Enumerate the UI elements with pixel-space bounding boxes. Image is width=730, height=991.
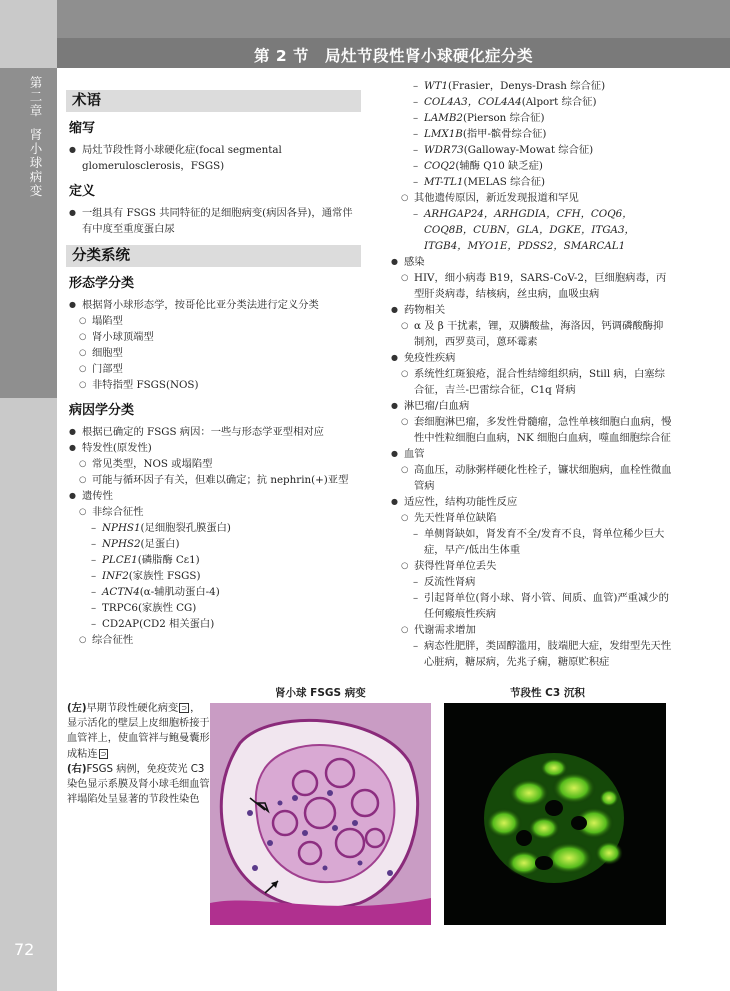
gene-item: – TRPC6(家族性 CG)	[66, 600, 361, 616]
list-item: ○ 系统性红斑狼疮，混合性结缔组织病，Still 病，白塞综合征，吉兰-巴雷综合征，C1q 肾病	[388, 366, 673, 398]
class-heading: 分类系统	[66, 245, 361, 267]
list-item: ● 感染	[388, 254, 673, 270]
list-item: ○ α 及 β 干扰素，锂，双膦酸盐，海洛因，钙调磷酸酶抑制剂，西罗莫司，蒽环霉素	[388, 318, 673, 350]
list-item: ○ 高血压，动脉粥样硬化性栓子，镰状细胞病，血栓性微血管病	[388, 462, 673, 494]
gene-list: – ARHGAP24，ARHGDIA，CFH，COQ6，COQ8B，CUBN，GLA，DGKE，ITGA3，ITGB4，MYO1E，PDSS2，SMARCAL1	[388, 206, 673, 254]
list-item: ○ 综合征性	[66, 632, 361, 648]
gene-item: – NPHS2(足蛋白)	[66, 536, 361, 552]
left-column	[66, 90, 361, 648]
topic-char: 小	[29, 141, 43, 156]
gene-item: – PLCE1(磷脂酶 Cε1)	[66, 552, 361, 568]
list-item: ○ 套细胞淋巴瘤，多发性骨髓瘤，急性单核细胞白血病，慢性中性粒细胞白血病，NK 细胞白血病，噬血细胞综合征	[388, 414, 673, 446]
topic-char: 病	[29, 169, 43, 184]
list-item: ○ 常见类型，NOS 或塌陷型	[66, 456, 361, 472]
list-item: ○ 获得性肾单位丢失	[388, 558, 673, 574]
list-item: ● 适应性，结构功能性反应	[388, 494, 673, 510]
topic-char: 肾	[29, 127, 43, 142]
list-item: – 引起肾单位(肾小球、肾小管、间质、血管)严重减少的任何瘢痕性疾病	[388, 590, 673, 622]
list-item: ○ 塌陷型	[66, 313, 361, 329]
gene-item: – NPHS1(足细胞裂孔膜蛋白)	[66, 520, 361, 536]
list-item: ○ 肾小球顶端型	[66, 329, 361, 345]
list-item: – 病态性肥胖，类固醇滥用，肢端肥大症，发绀型先天性心脏病，糖尿病，先兆子痫，糖原贮积症	[388, 638, 673, 670]
list-item: ● 遗传性	[66, 488, 361, 504]
def-heading: 定义	[69, 184, 96, 199]
topic-char: 变	[29, 183, 43, 198]
etio-heading: 病因学分类	[69, 403, 135, 418]
chapter-char: 章	[29, 103, 43, 118]
chapter-tab-text	[27, 76, 45, 198]
list-item: ● 免疫性疾病	[388, 350, 673, 366]
list-item: ● 药物相关	[388, 302, 673, 318]
def-item: ● 一组具有 FSGS 共同特征的足细胞病变(病因各异)，通常伴有中度至重度蛋白尿	[66, 205, 361, 237]
figure-caption	[67, 701, 210, 807]
list-item: ○ 非综合征性	[66, 504, 361, 520]
topic-char: 球	[29, 155, 43, 170]
chapter-char: 二	[29, 89, 43, 104]
arrow-icon: ⊃	[181, 704, 188, 712]
gene-item: – CD2AP(CD2 相关蛋白)	[66, 616, 361, 632]
caption-left-tag: (左)	[67, 703, 87, 714]
caption-right-text: FSGS 病例，免疫荧光 C3 染色显示系膜及肾小球毛细血管袢塌陷处呈显著的节段性染色	[67, 763, 210, 806]
gene-item: – ACTN4(α-辅肌动蛋白-4)	[66, 584, 361, 600]
list-item: – 反流性肾病	[388, 574, 673, 590]
list-item: ● 特发性(原发性)	[66, 440, 361, 456]
gene-item: – LAMB2(Pierson 综合征)	[388, 110, 673, 126]
gene-item: – WDR73(Galloway-Mowat 综合征)	[388, 142, 673, 158]
figure-left-title: 肾小球 FSGS 病变	[275, 687, 366, 699]
list-item: ○ 其他遗传原因，新近发现报道和罕见	[388, 190, 673, 206]
histology-image-pas	[210, 703, 431, 925]
figure-right-title: 节段性 C3 沉积	[510, 687, 585, 699]
page-number: 72	[14, 940, 35, 959]
gene-item: – WT1(Frasier，Denys-Drash 综合征)	[388, 78, 673, 94]
list-item: ○ 先天性肾单位缺陷	[388, 510, 673, 526]
gene-item: – LMX1B(指甲-髌骨综合征)	[388, 126, 673, 142]
gene-item: – MT-TL1(MELAS 综合征)	[388, 174, 673, 190]
terms-heading: 术语	[66, 90, 361, 112]
gene-item: – COL4A3，COL4A4(Alport 综合征)	[388, 94, 673, 110]
caption-left-text-2: ，显示活化的壁层上皮细胞桥接于血管袢上，使血管袢与鲍曼囊形成粘连	[67, 703, 210, 760]
section-title: 第 2 节 局灶节段性肾小球硬化症分类	[253, 47, 534, 65]
list-item: ○ 细胞型	[66, 345, 361, 361]
chapter-sidebar	[0, 0, 57, 991]
chapter-header	[57, 0, 730, 68]
caption-right-tag: (右)	[67, 763, 87, 775]
list-item: ○ 可能与循环因子有关，但难以确定；抗 nephrin(+)亚型	[66, 472, 361, 488]
right-column	[388, 78, 673, 670]
gene-item: – COQ2(辅酶 Q10 缺乏症)	[388, 158, 673, 174]
abbr-item: ● 局灶节段性肾小球硬化症(focal segmental glomerulosclerosis，FSGS)	[66, 142, 361, 174]
morph-heading: 形态学分类	[69, 276, 135, 291]
immunofluorescence-image-c3	[444, 703, 666, 925]
list-item: – 单侧肾缺如，肾发育不全/发育不良，肾单位稀少巨大症，早产/低出生体重	[388, 526, 673, 558]
list-item: ○ 门部型	[66, 361, 361, 377]
abbr-heading: 缩写	[69, 121, 96, 136]
caption-left-text: 早期节段性硬化病变	[86, 703, 179, 714]
list-item: ○ 代谢需求增加	[388, 622, 673, 638]
list-item: ○ HIV，细小病毒 B19，SARS-CoV-2，巨细胞病毒，丙型肝炎病毒，结核病，丝虫病，血吸虫病	[388, 270, 673, 302]
list-item: ● 根据已确定的 FSGS 病因：一些与形态学亚型相对应	[66, 424, 361, 440]
list-item: ● 血管	[388, 446, 673, 462]
chapter-char: 第	[29, 75, 43, 90]
list-item: ● 淋巴瘤/白血病	[388, 398, 673, 414]
open-arrow-icon: ⊃	[100, 749, 107, 758]
list-item: ○ 非特指型 FSGS(NOS)	[66, 377, 361, 393]
gene-item: – INF2(家族性 FSGS)	[66, 568, 361, 584]
list-item: ● 根据肾小球形态学，按哥伦比亚分类法进行定义分类	[66, 297, 361, 313]
